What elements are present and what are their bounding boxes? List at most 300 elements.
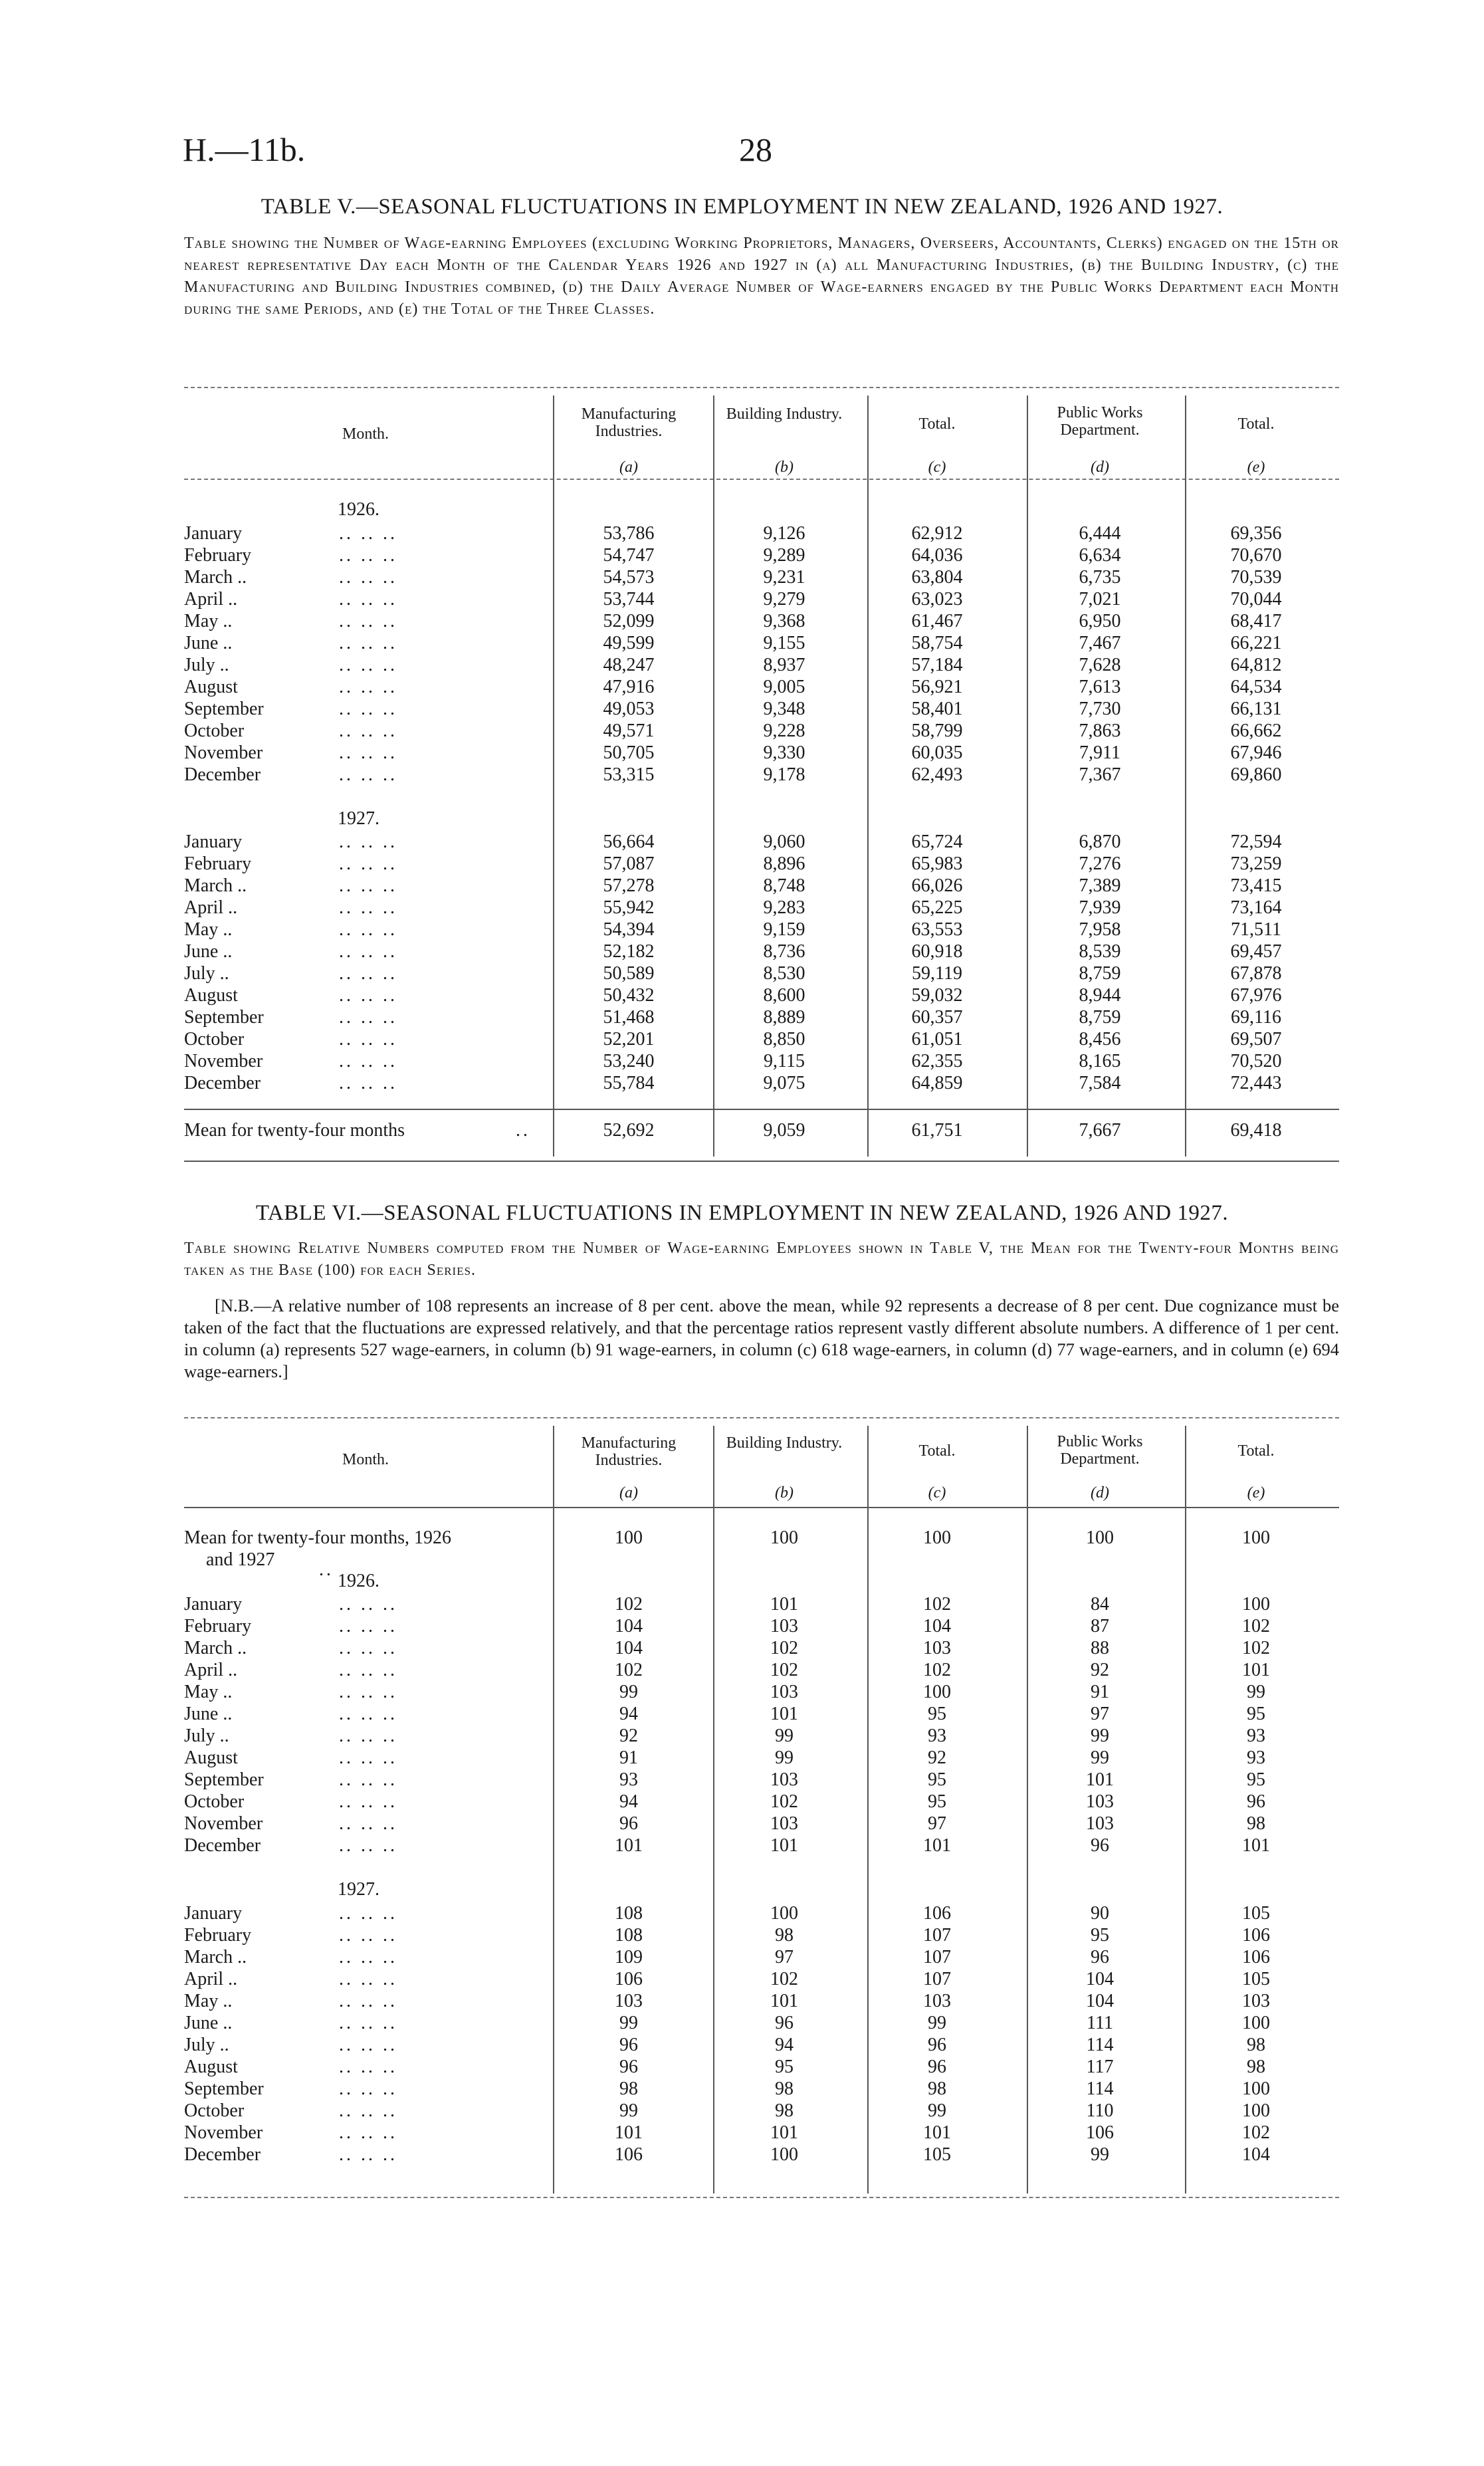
table-cell-c: 93 bbox=[928, 1726, 946, 1746]
table6-col-rule bbox=[553, 1426, 554, 2193]
table-cell-b: 101 bbox=[770, 2122, 798, 2143]
table-cell-e: 64,812 bbox=[1230, 655, 1282, 675]
table-cell-a: 54,394 bbox=[603, 919, 655, 940]
table-cell-d: 7,467 bbox=[1079, 633, 1121, 653]
table-cell-b: 9,231 bbox=[763, 567, 805, 588]
table-cell-b: 9,115 bbox=[764, 1051, 805, 1071]
table6-note-text: [N.B.—A relative number of 108 represents an increase of 8 per cent. above the mean, while 92 represents a decrease of 8 per cent. Due cognizance must be taken of the fact that the fluctuations are expressed relatively, and that the percentage ratios represent vastly different absolute numbers. A difference of 1 per cent. in column (a) represents 527 wage-earners, in column (b) 91 wage-earners, in column (c) 618 wage-earners, in column (d) 77 wage-earners, and in column (e) 694 wage-earners.] bbox=[184, 1295, 1339, 1381]
table-row-leader-dots: .. .. .. bbox=[339, 875, 397, 896]
table-cell-e: 100 bbox=[1242, 2100, 1270, 2121]
table-cell-d: 99 bbox=[1091, 2144, 1109, 2165]
table-cell-e: 67,946 bbox=[1230, 742, 1282, 763]
table6-header-manufacturing: Manufacturing Industries. bbox=[581, 1434, 677, 1469]
table-cell-a: 55,784 bbox=[603, 1073, 655, 1093]
table-cell-d: 6,870 bbox=[1079, 832, 1121, 852]
table-cell-e: 71,511 bbox=[1231, 919, 1281, 940]
table-cell-a: 99 bbox=[619, 2013, 638, 2033]
table-cell-e: 100 bbox=[1242, 2078, 1270, 2099]
table-cell-b: 94 bbox=[775, 2035, 794, 2055]
table-cell-a: 93 bbox=[619, 1769, 638, 1790]
table-cell-b: 103 bbox=[770, 1616, 798, 1636]
table-cell-a: 53,315 bbox=[603, 764, 655, 785]
table-row-month: May .. bbox=[184, 919, 233, 940]
table-cell-d: 7,389 bbox=[1079, 875, 1121, 896]
table6-header-building: Building Industry. bbox=[726, 1434, 843, 1452]
table-cell-e: 98 bbox=[1247, 2035, 1265, 2055]
table-row-leader-dots: .. .. .. bbox=[339, 764, 397, 785]
table-cell-a: 49,599 bbox=[603, 633, 655, 653]
table-cell-e: 95 bbox=[1247, 1769, 1265, 1790]
table-cell-d: 110 bbox=[1086, 2100, 1114, 2121]
table-cell-a: 108 bbox=[615, 1925, 643, 1946]
table-cell-d: 88 bbox=[1091, 1638, 1109, 1658]
table-cell-c: 92 bbox=[928, 1747, 946, 1768]
table-cell-a: 101 bbox=[615, 2122, 643, 2143]
table-cell-c: 64,036 bbox=[911, 545, 963, 566]
table-cell-e: 104 bbox=[1242, 2144, 1270, 2165]
table-cell-d: 8,165 bbox=[1079, 1051, 1121, 1071]
table-row-month: June .. bbox=[184, 1704, 233, 1724]
table-cell-e: 70,044 bbox=[1230, 589, 1282, 610]
table-row-leader-dots: .. .. .. bbox=[339, 1704, 397, 1724]
table-row-month: April .. bbox=[184, 1969, 238, 1989]
table-row-leader-dots: .. .. .. bbox=[339, 1029, 397, 1050]
table-cell-e: 72,443 bbox=[1230, 1073, 1282, 1093]
table-row-leader-dots: .. .. .. bbox=[339, 677, 397, 697]
table-cell-c: 107 bbox=[923, 1925, 951, 1946]
table-row-leader-dots: .. .. .. bbox=[339, 919, 397, 940]
table-cell-e: 68,417 bbox=[1230, 611, 1282, 631]
table-row-month: July .. bbox=[184, 2035, 229, 2055]
table6-subtitle: Table showing Relative Numbers computed from the Number of Wage-earning Employees shown in Table V, the Mean for the Twenty-four Months being taken as the Base (100) for each Series. bbox=[184, 1240, 1339, 1279]
table-cell-a: 53,240 bbox=[603, 1051, 655, 1071]
table-row-month: April .. bbox=[184, 1660, 238, 1680]
table6-letter-c: (c) bbox=[928, 1484, 946, 1502]
table-cell-c: 65,225 bbox=[911, 897, 963, 918]
table6-title: TABLE VI.—SEASONAL FLUCTUATIONS IN EMPLOYMENT IN NEW ZEALAND, 1926 AND 1927. bbox=[255, 1201, 1229, 1225]
table5-year-1927: 1927. bbox=[338, 808, 379, 829]
table-cell-b: 9,005 bbox=[763, 677, 805, 697]
table-cell-a: 96 bbox=[619, 2057, 638, 2077]
table5-year-1926: 1926. bbox=[338, 499, 379, 520]
table-cell-a: 99 bbox=[619, 1682, 638, 1702]
table-cell-d: 6,444 bbox=[1079, 523, 1121, 544]
table5-letter-a: (a) bbox=[619, 459, 638, 476]
table-cell-c: 58,401 bbox=[911, 699, 963, 719]
table-cell-a: 91 bbox=[619, 1747, 638, 1768]
table-cell-c: 99 bbox=[928, 2100, 946, 2121]
table-cell-e: 105 bbox=[1242, 1969, 1270, 1989]
table-cell-d: 7,367 bbox=[1079, 764, 1121, 785]
table-row-month: July .. bbox=[184, 655, 229, 675]
table-row-month: November bbox=[184, 1813, 263, 1834]
table-cell-a: 106 bbox=[615, 1969, 643, 1989]
table-cell-d: 114 bbox=[1086, 2035, 1114, 2055]
table-cell-c: 63,553 bbox=[911, 919, 963, 940]
table-cell-e: 100 bbox=[1242, 1594, 1270, 1615]
table-row-leader-dots: .. .. .. bbox=[339, 1991, 397, 2011]
table-cell-c: 96 bbox=[928, 2035, 946, 2055]
table6-letter-d: (d) bbox=[1091, 1484, 1109, 1502]
table-cell-d: 7,730 bbox=[1079, 699, 1121, 719]
table-cell-c: 107 bbox=[923, 1969, 951, 1989]
table-row-leader-dots: .. .. .. bbox=[339, 1835, 397, 1856]
table-row-leader-dots: .. .. .. bbox=[339, 2078, 397, 2099]
table6-header-total-e: Total. bbox=[1237, 1442, 1275, 1460]
table-cell-b: 98 bbox=[775, 2100, 794, 2121]
table-cell-c: 57,184 bbox=[911, 655, 963, 675]
table-row-month: November bbox=[184, 742, 263, 763]
table-row-month: January bbox=[184, 523, 243, 544]
table5-mean-a: 52,692 bbox=[603, 1120, 655, 1141]
table-row-month: October bbox=[184, 2100, 245, 2121]
table-cell-c: 95 bbox=[928, 1769, 946, 1790]
table-row-leader-dots: .. .. .. bbox=[339, 1925, 397, 1946]
table-row-leader-dots: .. .. .. bbox=[339, 611, 397, 631]
table-cell-b: 102 bbox=[770, 1969, 798, 1989]
table-cell-b: 99 bbox=[775, 1726, 794, 1746]
table-cell-b: 101 bbox=[770, 1704, 798, 1724]
table-row-leader-dots: .. .. .. bbox=[339, 1051, 397, 1071]
table-row-leader-dots: .. .. .. bbox=[339, 633, 397, 653]
table-row-leader-dots: .. .. .. bbox=[339, 963, 397, 984]
table-cell-e: 66,131 bbox=[1230, 699, 1282, 719]
table-row-month: June .. bbox=[184, 2013, 233, 2033]
table-cell-c: 66,026 bbox=[911, 875, 963, 896]
table-cell-a: 47,916 bbox=[603, 677, 655, 697]
table-cell-b: 9,348 bbox=[763, 699, 805, 719]
table-row-month: June .. bbox=[184, 633, 233, 653]
table-cell-b: 103 bbox=[770, 1682, 798, 1702]
table-cell-a: 49,571 bbox=[603, 721, 655, 741]
table-cell-e: 73,164 bbox=[1230, 897, 1282, 918]
table-row-month: March .. bbox=[184, 875, 247, 896]
table6-header-total-c: Total. bbox=[918, 1442, 956, 1460]
table-row-month: August bbox=[184, 2057, 238, 2077]
table-cell-e: 67,878 bbox=[1230, 963, 1282, 984]
table-cell-d: 6,735 bbox=[1079, 567, 1121, 588]
table-cell-e: 73,259 bbox=[1230, 853, 1282, 874]
table-cell-b: 9,283 bbox=[763, 897, 805, 918]
table-cell-c: 102 bbox=[923, 1594, 951, 1615]
table-row-month: March .. bbox=[184, 1947, 247, 1967]
table-cell-d: 8,456 bbox=[1079, 1029, 1121, 1050]
table-row-leader-dots: .. .. .. bbox=[339, 545, 397, 566]
table-cell-d: 104 bbox=[1086, 1969, 1114, 1989]
table-cell-a: 102 bbox=[615, 1660, 643, 1680]
table-row-month: February bbox=[184, 1616, 252, 1636]
table-cell-e: 105 bbox=[1242, 1903, 1270, 1924]
table5-header-total-e: Total. bbox=[1237, 415, 1275, 433]
table-cell-b: 9,126 bbox=[763, 523, 805, 544]
table-cell-e: 69,860 bbox=[1230, 764, 1282, 785]
table-cell-e: 101 bbox=[1242, 1835, 1270, 1856]
table6-mean-e: 100 bbox=[1242, 1527, 1270, 1548]
table-cell-d: 7,276 bbox=[1079, 853, 1121, 874]
table-row-leader-dots: .. .. .. bbox=[339, 2100, 397, 2121]
table-cell-b: 102 bbox=[770, 1638, 798, 1658]
table-cell-e: 69,356 bbox=[1230, 523, 1282, 544]
table-row-month: April .. bbox=[184, 897, 238, 918]
table-row-month: January bbox=[184, 1594, 243, 1615]
table-cell-b: 99 bbox=[775, 1747, 794, 1768]
table-cell-a: 54,747 bbox=[603, 545, 655, 566]
table-cell-b: 103 bbox=[770, 1813, 798, 1834]
table-cell-d: 104 bbox=[1086, 1991, 1114, 2011]
table-cell-e: 99 bbox=[1247, 1682, 1265, 1702]
table-cell-d: 84 bbox=[1091, 1594, 1109, 1615]
table-row-month: September bbox=[184, 1769, 264, 1790]
table-cell-a: 101 bbox=[615, 1835, 643, 1856]
table6-mean-c: 100 bbox=[923, 1527, 951, 1548]
table-row-month: August bbox=[184, 985, 238, 1006]
table-cell-a: 52,099 bbox=[603, 611, 655, 631]
table5-letter-e: (e) bbox=[1247, 459, 1265, 476]
table-row-leader-dots: .. .. .. bbox=[339, 897, 397, 918]
table-row-month: May .. bbox=[184, 1991, 233, 2011]
table-row-leader-dots: .. .. .. bbox=[339, 1969, 397, 1989]
table-cell-e: 66,662 bbox=[1230, 721, 1282, 741]
table-cell-a: 53,786 bbox=[603, 523, 655, 544]
table-cell-d: 99 bbox=[1091, 1726, 1109, 1746]
table-cell-d: 7,628 bbox=[1079, 655, 1121, 675]
table-row-leader-dots: .. .. .. bbox=[339, 853, 397, 874]
table-row-leader-dots: .. .. .. bbox=[339, 589, 397, 610]
table-row-leader-dots: .. .. .. bbox=[339, 1007, 397, 1028]
table-cell-b: 8,850 bbox=[763, 1029, 805, 1050]
table-cell-a: 108 bbox=[615, 1903, 643, 1924]
table-row-month: January bbox=[184, 832, 243, 852]
table-cell-a: 96 bbox=[619, 2035, 638, 2055]
table6-col-rule bbox=[867, 1426, 869, 2193]
table-cell-c: 105 bbox=[923, 2144, 951, 2165]
table-cell-c: 59,032 bbox=[911, 985, 963, 1006]
table-row-leader-dots: .. .. .. bbox=[339, 1660, 397, 1680]
table-cell-a: 52,201 bbox=[603, 1029, 655, 1050]
table-row-month: September bbox=[184, 1007, 264, 1028]
table-cell-d: 7,021 bbox=[1079, 589, 1121, 610]
table-row-leader-dots: .. .. .. bbox=[339, 1947, 397, 1967]
table-cell-b: 9,368 bbox=[763, 611, 805, 631]
table-cell-c: 106 bbox=[923, 1903, 951, 1924]
table-cell-b: 95 bbox=[775, 2057, 794, 2077]
table-cell-c: 65,983 bbox=[911, 853, 963, 874]
table-row-month: July .. bbox=[184, 963, 229, 984]
table-cell-a: 51,468 bbox=[603, 1007, 655, 1028]
table-row-leader-dots: .. .. .. bbox=[339, 1769, 397, 1790]
table6-mean-b: 100 bbox=[770, 1527, 798, 1548]
table-cell-b: 102 bbox=[770, 1791, 798, 1812]
table-cell-c: 96 bbox=[928, 2057, 946, 2077]
table-cell-c: 102 bbox=[923, 1660, 951, 1680]
table-cell-a: 56,664 bbox=[603, 832, 655, 852]
table5-mean-b: 9,059 bbox=[763, 1120, 805, 1141]
table-cell-a: 50,589 bbox=[603, 963, 655, 984]
table-row-month: October bbox=[184, 721, 245, 741]
table-cell-c: 65,724 bbox=[911, 832, 963, 852]
table-row-month: October bbox=[184, 1791, 245, 1812]
table-cell-c: 56,921 bbox=[911, 677, 963, 697]
table6-letter-e: (e) bbox=[1247, 1484, 1265, 1502]
table-row-month: March .. bbox=[184, 1638, 247, 1658]
table-row-month: October bbox=[184, 1029, 245, 1050]
table-cell-d: 96 bbox=[1091, 1835, 1109, 1856]
table-cell-a: 48,247 bbox=[603, 655, 655, 675]
table-cell-c: 62,355 bbox=[911, 1051, 963, 1071]
table-cell-c: 107 bbox=[923, 1947, 951, 1967]
table-cell-d: 7,584 bbox=[1079, 1073, 1121, 1093]
table-cell-e: 95 bbox=[1247, 1704, 1265, 1724]
table-cell-d: 103 bbox=[1086, 1791, 1114, 1812]
table-cell-b: 9,330 bbox=[763, 742, 805, 763]
table5-mean-c: 61,751 bbox=[911, 1120, 963, 1141]
table-row-month: February bbox=[184, 545, 252, 566]
table-row-month: September bbox=[184, 2078, 264, 2099]
table-cell-e: 72,594 bbox=[1230, 832, 1282, 852]
table5-header-total-c: Total. bbox=[918, 415, 956, 433]
report-code: H.—11b. bbox=[183, 131, 306, 168]
table6-col-rule bbox=[713, 1426, 714, 2193]
table-cell-d: 7,911 bbox=[1079, 742, 1120, 763]
table6-year-1927: 1927. bbox=[338, 1879, 379, 1900]
table6-letter-a: (a) bbox=[619, 1484, 638, 1502]
table5-header-building: Building Industry. bbox=[726, 405, 843, 423]
table-row-leader-dots: .. .. .. bbox=[339, 832, 397, 852]
table-cell-c: 101 bbox=[923, 2122, 951, 2143]
table-cell-e: 106 bbox=[1242, 1925, 1270, 1946]
table-cell-b: 8,530 bbox=[763, 963, 805, 984]
table-cell-b: 101 bbox=[770, 1835, 798, 1856]
table-row-month: April .. bbox=[184, 589, 238, 610]
table-row-leader-dots: .. .. .. bbox=[339, 1791, 397, 1812]
table-cell-c: 60,918 bbox=[911, 941, 963, 962]
table-cell-b: 9,155 bbox=[763, 633, 805, 653]
table-cell-c: 101 bbox=[923, 1835, 951, 1856]
table-cell-e: 103 bbox=[1242, 1991, 1270, 2011]
table-cell-d: 99 bbox=[1091, 1747, 1109, 1768]
table-cell-e: 100 bbox=[1242, 2013, 1270, 2033]
table-cell-e: 106 bbox=[1242, 1947, 1270, 1967]
table-cell-a: 54,573 bbox=[603, 567, 655, 588]
table-cell-a: 57,087 bbox=[603, 853, 655, 874]
table-row-month: November bbox=[184, 2122, 263, 2143]
table-row-month: August bbox=[184, 1747, 238, 1768]
table-cell-c: 103 bbox=[923, 1638, 951, 1658]
table5-header-public-works: Public Works Department. bbox=[1057, 404, 1143, 439]
table-cell-b: 101 bbox=[770, 1991, 798, 2011]
table-cell-d: 8,539 bbox=[1079, 941, 1121, 962]
table-cell-c: 58,754 bbox=[911, 633, 963, 653]
table-row-leader-dots: .. .. .. bbox=[339, 1903, 397, 1924]
table-cell-b: 8,736 bbox=[763, 941, 805, 962]
table5-letter-d: (d) bbox=[1091, 459, 1109, 476]
table5-header-manufacturing: Manufacturing Industries. bbox=[581, 405, 677, 440]
table-cell-a: 104 bbox=[615, 1616, 643, 1636]
table-cell-c: 59,119 bbox=[912, 963, 962, 984]
table-cell-d: 114 bbox=[1086, 2078, 1114, 2099]
table-cell-c: 62,493 bbox=[911, 764, 963, 785]
table-row-month: February bbox=[184, 853, 252, 874]
table-cell-a: 92 bbox=[619, 1726, 638, 1746]
table-cell-d: 7,613 bbox=[1079, 677, 1121, 697]
table-row-leader-dots: .. .. .. bbox=[339, 655, 397, 675]
table-cell-c: 58,799 bbox=[911, 721, 963, 741]
table6-mean-a: 100 bbox=[615, 1527, 643, 1548]
table-cell-c: 64,859 bbox=[911, 1073, 963, 1093]
table5-letter-b: (b) bbox=[775, 459, 794, 476]
table-row-leader-dots: .. .. .. bbox=[339, 1747, 397, 1768]
table-cell-b: 9,289 bbox=[763, 545, 805, 566]
table-cell-d: 117 bbox=[1086, 2057, 1114, 2077]
table-cell-e: 70,670 bbox=[1230, 545, 1282, 566]
table-cell-e: 102 bbox=[1242, 1638, 1270, 1658]
table-row-month: May .. bbox=[184, 1682, 233, 1702]
table-cell-e: 102 bbox=[1242, 1616, 1270, 1636]
table6-header-public-works: Public Works Department. bbox=[1057, 1433, 1143, 1468]
table-cell-a: 50,705 bbox=[603, 742, 655, 763]
table-cell-a: 50,432 bbox=[603, 985, 655, 1006]
table-row-leader-dots: .. .. .. bbox=[339, 1594, 397, 1615]
table-cell-a: 106 bbox=[615, 2144, 643, 2165]
table-cell-b: 9,060 bbox=[763, 832, 805, 852]
table-cell-b: 100 bbox=[770, 2144, 798, 2165]
table-cell-c: 95 bbox=[928, 1704, 946, 1724]
table-cell-d: 7,939 bbox=[1079, 897, 1121, 918]
table-cell-c: 61,051 bbox=[911, 1029, 963, 1050]
table-cell-c: 60,357 bbox=[911, 1007, 963, 1028]
table6-header-month: Month. bbox=[342, 1451, 389, 1468]
table-cell-d: 6,634 bbox=[1079, 545, 1121, 566]
table6-bottom-rule bbox=[184, 2197, 1339, 2198]
table-row-leader-dots: .. .. .. bbox=[339, 2035, 397, 2055]
table-cell-e: 98 bbox=[1247, 1813, 1265, 1834]
table-cell-b: 9,178 bbox=[763, 764, 805, 785]
table-cell-e: 64,534 bbox=[1230, 677, 1282, 697]
table-cell-e: 69,457 bbox=[1230, 941, 1282, 962]
table-cell-d: 95 bbox=[1091, 1925, 1109, 1946]
table-row-leader-dots: .. .. .. bbox=[339, 1726, 397, 1746]
table-cell-b: 8,896 bbox=[763, 853, 805, 874]
table-cell-a: 52,182 bbox=[603, 941, 655, 962]
table-cell-d: 106 bbox=[1086, 2122, 1114, 2143]
table-cell-e: 101 bbox=[1242, 1660, 1270, 1680]
table-cell-b: 103 bbox=[770, 1769, 798, 1790]
table-row-leader-dots: .. .. .. bbox=[339, 567, 397, 588]
table-cell-c: 99 bbox=[928, 2013, 946, 2033]
table-cell-e: 70,520 bbox=[1230, 1051, 1282, 1071]
table-cell-d: 103 bbox=[1086, 1813, 1114, 1834]
table-row-leader-dots: .. .. .. bbox=[339, 699, 397, 719]
table-cell-d: 111 bbox=[1087, 2013, 1113, 2033]
table6-mean-d: 100 bbox=[1086, 1527, 1114, 1548]
table6-mean-label2: and 1927 bbox=[206, 1549, 275, 1570]
table-row-month: December bbox=[184, 2144, 261, 2165]
table-cell-a: 94 bbox=[619, 1704, 638, 1724]
table-row-leader-dots: .. .. .. bbox=[339, 1638, 397, 1658]
table-cell-a: 103 bbox=[615, 1991, 643, 2011]
page-number: 28 bbox=[739, 131, 772, 168]
table-cell-a: 98 bbox=[619, 2078, 638, 2099]
table-cell-b: 9,228 bbox=[763, 721, 805, 741]
table-row-leader-dots: .. .. .. bbox=[339, 1682, 397, 1702]
table-cell-b: 8,600 bbox=[763, 985, 805, 1006]
table-cell-c: 97 bbox=[928, 1813, 946, 1834]
table5-letter-c: (c) bbox=[928, 459, 946, 476]
table5-title: TABLE V.—SEASONAL FLUCTUATIONS IN EMPLOYMENT IN NEW ZEALAND, 1926 AND 1927. bbox=[261, 195, 1223, 219]
table-cell-b: 9,075 bbox=[763, 1073, 805, 1093]
table-cell-b: 96 bbox=[775, 2013, 794, 2033]
table-row-month: June .. bbox=[184, 941, 233, 962]
